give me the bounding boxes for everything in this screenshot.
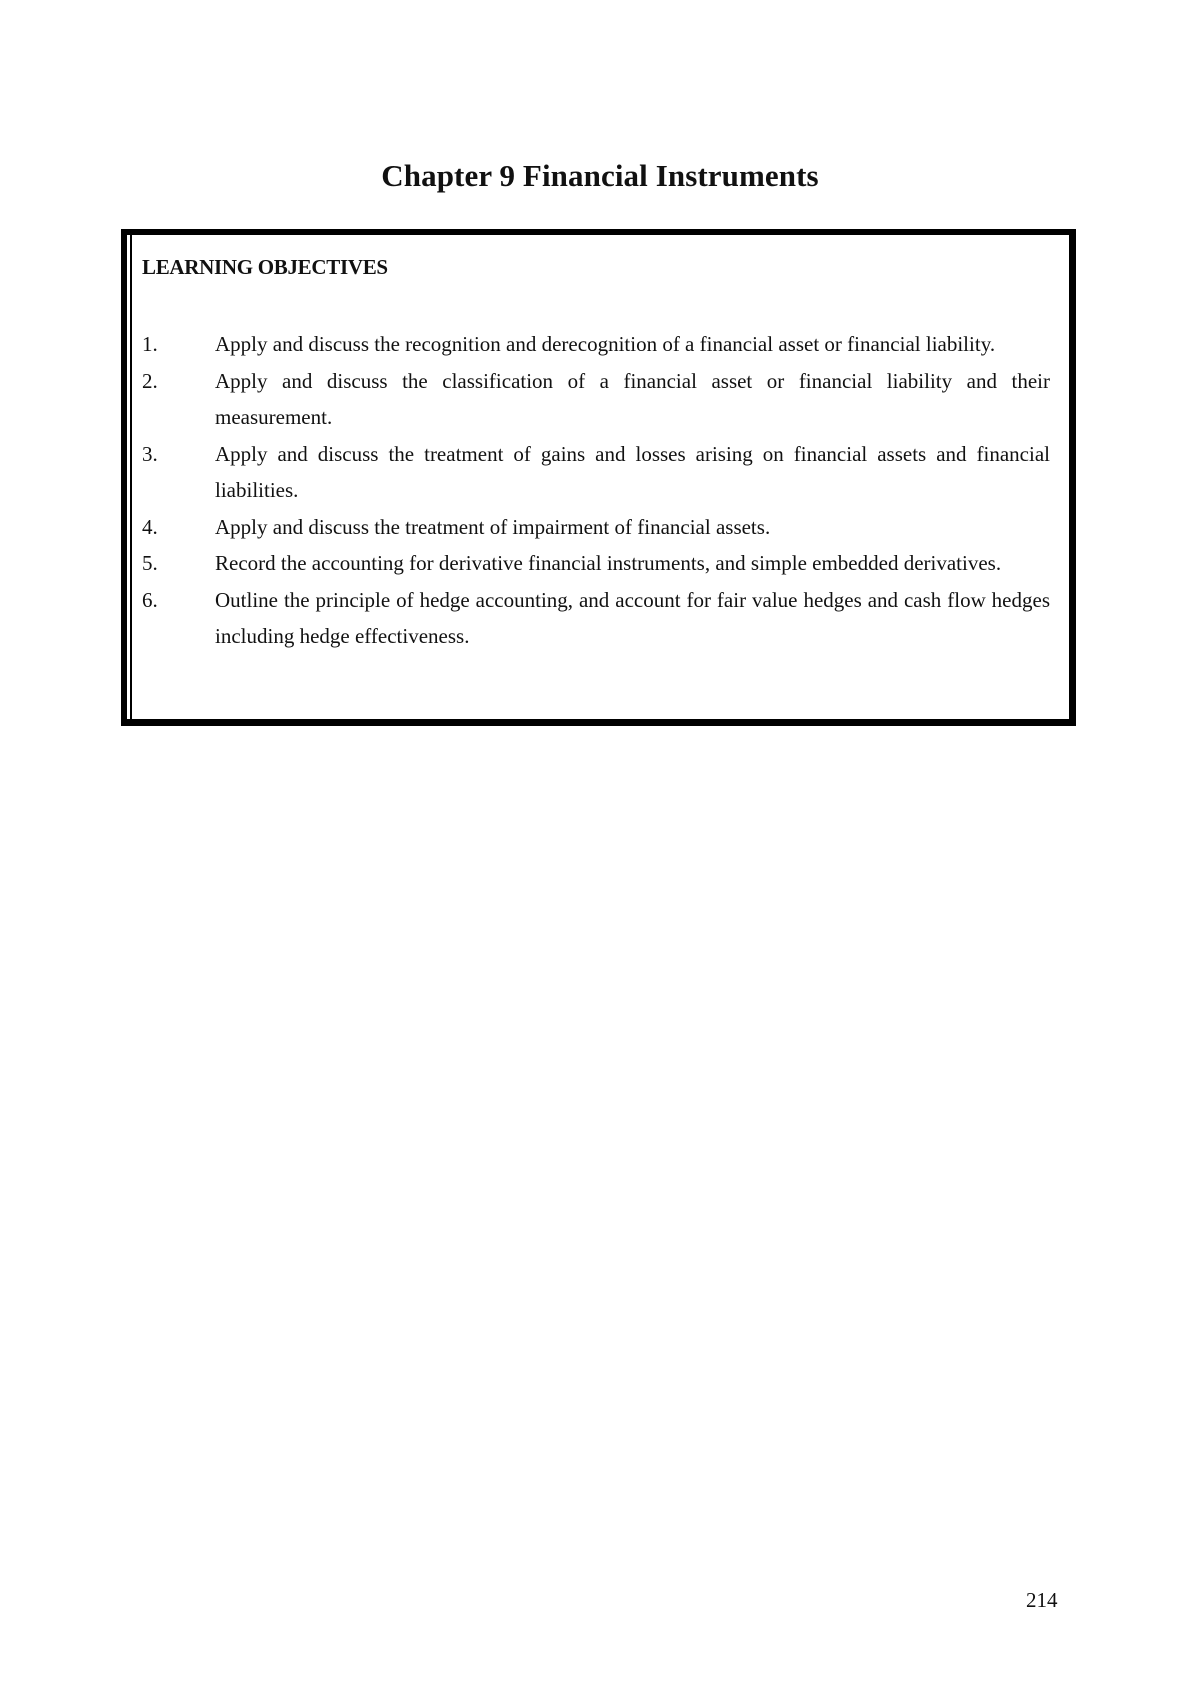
box-inner-rule xyxy=(130,235,132,719)
objective-item-4 xyxy=(142,509,1050,546)
objective-number: 1. xyxy=(142,332,158,356)
objective-item-1 xyxy=(142,326,1050,363)
objective-number: 2. xyxy=(142,368,158,393)
learning-objectives-heading: LEARNING OBJECTIVES xyxy=(142,255,388,279)
page-number: 214 xyxy=(1026,1588,1058,1612)
objective-text: Apply and discuss the treatment of impairment of financial assets. xyxy=(215,514,771,539)
objective-item-3 xyxy=(142,436,1050,509)
objective-item-6 xyxy=(142,582,1050,655)
objective-text: Apply and discuss the treatment of gains and losses arising on financial assets and financial liabilities. xyxy=(215,441,1050,502)
chapter-title: Chapter 9 Financial Instruments xyxy=(381,158,819,193)
objective-number: 3. xyxy=(142,441,158,466)
objective-number: 4. xyxy=(142,514,158,539)
learning-objectives-list xyxy=(142,326,1050,655)
objective-text: Record the accounting for derivative financial instruments, and simple embedded derivatives. xyxy=(215,551,1002,575)
objective-number: 5. xyxy=(142,551,158,575)
objective-text: Apply and discuss the classification of a financial asset or financial liability and their measurement. xyxy=(215,368,1050,429)
objective-text: Outline the principle of hedge accounting, and account for fair value hedges and cash flow hedges including hedge effectiveness. xyxy=(215,587,1050,648)
learning-objectives-box xyxy=(121,229,1076,726)
objective-item-5 xyxy=(142,545,1050,582)
objective-text: Apply and discuss the recognition and derecognition of a financial asset or financial liability. xyxy=(215,332,996,356)
objective-item-2 xyxy=(142,363,1050,436)
objective-number: 6. xyxy=(142,587,158,612)
